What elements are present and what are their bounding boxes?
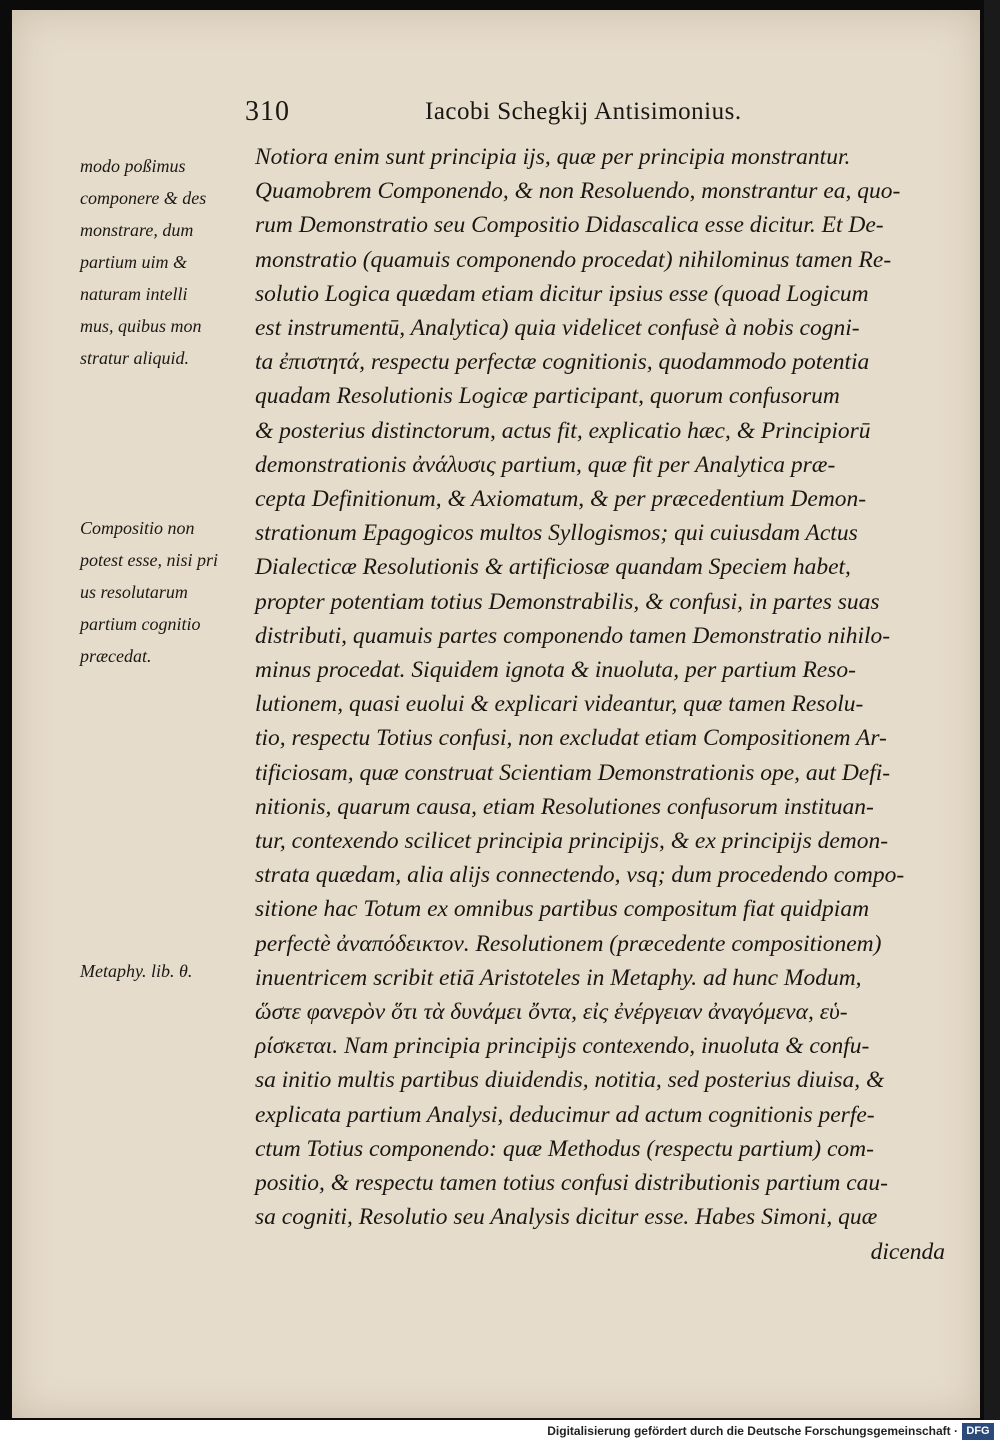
marginal-line: naturam intelli — [80, 284, 188, 304]
text-line: strata quædam, alia alijs connectendo, vsq; dum procedendo compo- — [255, 862, 905, 889]
text-line: ὥστε φανερὸν ὅτι τὰ δυνάμει ὄντα, εἰς ἐνέργειαν ἀναγόμενα, εὑ- — [255, 999, 848, 1026]
text-line: est instrumentū, Analytica) quia videlicet confusè à nobis cogni- — [255, 315, 860, 342]
text-line: quadam Resolutionis Logicæ participant, quorum confusorum — [255, 383, 840, 410]
text-line: explicata partium Analysi, deducimur ad actum cognitionis perfe- — [255, 1101, 875, 1128]
marginal-line: partium uim & — [80, 252, 188, 272]
marginal-note-1 — [80, 150, 250, 374]
text-line: minus procedat. Siquidem ignota & inuoluta, per partium Reso- — [255, 657, 856, 684]
catchword: dicenda — [870, 1238, 945, 1265]
marginal-line: Metaphy. lib. θ. — [80, 961, 193, 981]
footer-bar — [0, 1420, 1000, 1445]
text-line: nitionis, quarum causa, etiam Resolutiones confusorum instituan- — [255, 793, 874, 820]
funding-notice: Digitalisierung gefördert durch die Deutsche Forschungsgemeinschaft · — [547, 1424, 958, 1438]
text-line: perfectè ἀναπόδεικτον. Resolutionem (præcedente compositionem) — [255, 930, 882, 957]
text-line: sitione hac Totum ex omnibus partibus compositum fiat quidpiam — [255, 896, 870, 923]
marginal-line: præcedat. — [80, 646, 152, 666]
text-line: positio, & respectu tamen totius confusi distributionis partium cau- — [255, 1170, 888, 1197]
marginal-line: componere & des — [80, 188, 207, 208]
text-line: cepta Definitionum, & Axiomatum, & per præcedentium Demon- — [255, 486, 867, 513]
text-line: Dialecticæ Resolutionis & artificiosæ quandam Speciem habet, — [255, 554, 851, 581]
text-line: tio, respectu Totius confusi, non excludat etiam Compositionem Ar- — [255, 725, 887, 752]
marginal-note-3 — [80, 955, 250, 987]
marginal-line: mus, quibus mon — [80, 316, 202, 336]
text-line: distributi, quamuis partes componendo tamen Demonstratio nihilo- — [255, 622, 891, 649]
text-line: propter potentiam totius Demonstrabilis, & confusi, in partes suas — [255, 588, 880, 615]
main-text — [255, 140, 955, 1269]
marginal-line: us resolutarum — [80, 582, 188, 602]
text-line: & posterius distinctorum, actus fit, explicatio hæc, & Principiorū — [255, 417, 871, 444]
marginal-line: potest esse, nisi pri — [80, 550, 218, 570]
page-number: 310 — [245, 96, 290, 127]
text-line: demonstrationis ἀνάλυσις partium, quæ fit per Analytica præ- — [255, 451, 836, 478]
text-line: lutionem, quasi euolui & explicari videantur, quæ tamen Resolu- — [255, 691, 864, 718]
text-line: solutio Logica quædam etiam dicitur ipsius esse (quoad Logicum — [255, 280, 869, 307]
text-line: strationum Epagogicos multos Syllogismos; qui cuiusdam Actus — [255, 520, 858, 547]
marginal-line: stratur aliquid. — [80, 348, 190, 368]
text-line: ctum Totius componendo: quæ Methodus (respectu partium) com- — [255, 1135, 874, 1162]
marginal-line: Compositio non — [80, 518, 195, 538]
marginal-note-2 — [80, 512, 250, 672]
text-line: tur, contexendo scilicet principia principijs, & ex principijs demon- — [255, 828, 889, 855]
marginal-line: monstrare, dum — [80, 220, 194, 240]
text-line: ρίσκεται. Nam principia principijs contexendo, inuoluta & confu- — [255, 1033, 870, 1060]
marginal-line: partium cognitio — [80, 614, 201, 634]
text-line: tificiosam, quæ construat Scientiam Demonstrationis ope, aut Defi- — [255, 759, 891, 786]
text-line: ta ἐπιστητά, respectu perfectæ cognitionis, quodammodo potentia — [255, 349, 870, 376]
text-line: inuentricem scribit etiā Aristoteles in Metaphy. ad hunc Modum, — [255, 964, 862, 991]
running-title: Iacobi Schegkij Antisimonius. — [425, 98, 742, 125]
text-line: Quamobrem Componendo, & non Resoluendo, monstrantur ea, quo- — [255, 178, 901, 205]
page-header — [245, 92, 965, 132]
marginal-line: modo poßimus — [80, 156, 186, 176]
text-line: sa cogniti, Resolutio seu Analysis dicitur esse. Habes Simoni, quæ — [255, 1204, 878, 1231]
text-line: sa initio multis partibus diuidendis, notitia, sed posterius diuisa, & — [255, 1067, 885, 1094]
text-line: rum Demonstratio seu Compositio Didascalica esse dicitur. Et De- — [255, 212, 884, 239]
book-spine — [984, 0, 1000, 1420]
text-line: monstratio (quamuis componendo procedat) nihilominus tamen Re- — [255, 246, 892, 273]
dfg-logo[interactable]: DFG — [962, 1423, 994, 1440]
text-line: Notiora enim sunt principia ijs, quæ per principia monstrantur. — [255, 144, 851, 170]
